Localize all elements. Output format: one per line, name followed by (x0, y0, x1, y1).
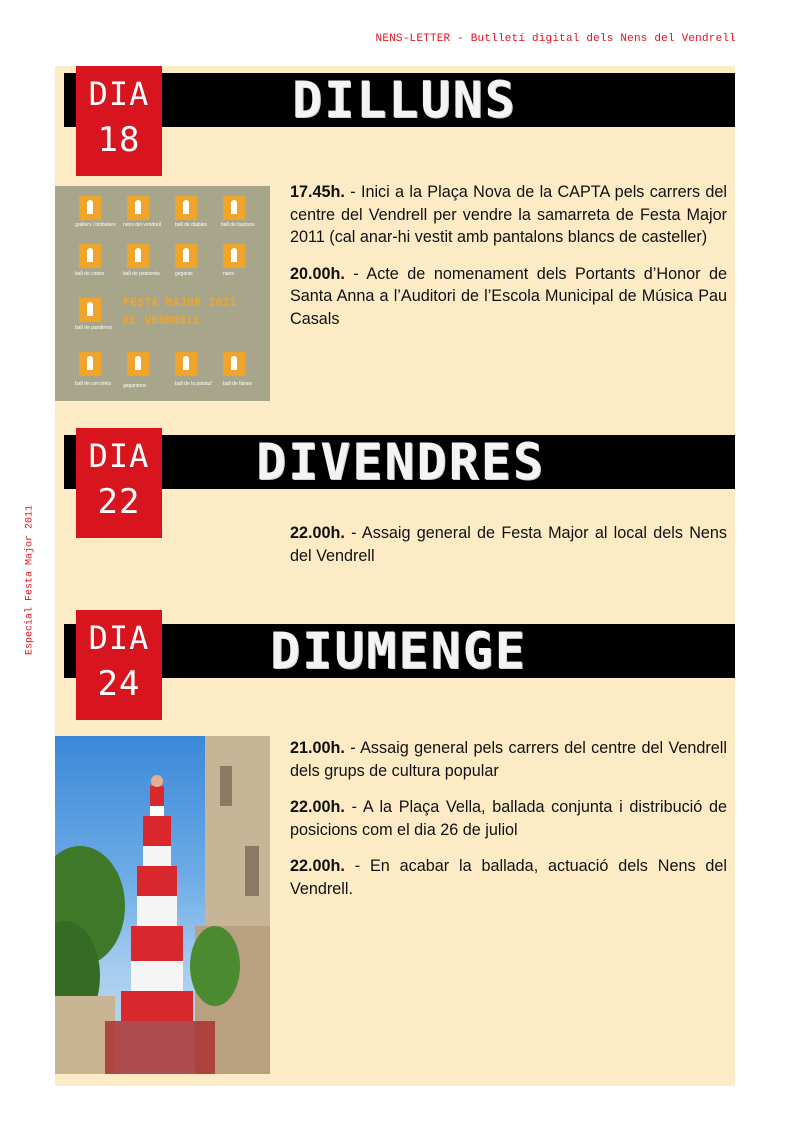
events-day-18 (290, 181, 727, 344)
event-text: - En acabar la ballada, actuació dels Nens del Vendrell. (290, 857, 727, 898)
events-day-24 (290, 737, 727, 914)
nans-icon (223, 244, 245, 268)
day-box-24 (76, 610, 162, 720)
event-time: 17.45h. (290, 183, 345, 201)
pastorets-icon (127, 244, 149, 268)
event-text: - Assaig general de Festa Major al local dels Nens del Vendrell (290, 524, 727, 565)
poster-caption: ball de bastons (221, 222, 255, 228)
event-text: - Inici a la Plaça Nova de la CAPTA pels carrers del centre del Vendrell per vendre la samarreta de Festa Major 2011 (cal anar-hi vestit amb pantalons blancs de casteller) (290, 183, 727, 246)
castell-photo (55, 736, 270, 1074)
poster-title-line1: FESTA MAJOR 2011 (123, 296, 237, 309)
day-number: 18 (97, 120, 141, 160)
patatuf-icon (175, 352, 197, 376)
event-item (290, 855, 727, 900)
poster-title (123, 294, 237, 330)
event-item (290, 263, 727, 331)
diables-icon (175, 196, 197, 220)
day-name-22: DIVENDRES (256, 433, 545, 491)
faixes-icon (223, 352, 245, 376)
poster-caption: ball de la patatuf (175, 381, 212, 387)
event-time: 22.00h. (290, 798, 345, 816)
nens-icon (127, 196, 149, 220)
day-box-22 (76, 428, 162, 538)
event-text: - A la Plaça Vella, ballada conjunta i distribució de posicions com el dia 26 de juliol (290, 798, 727, 839)
event-time: 20.00h. (290, 264, 345, 283)
day-name-18: DILLUNS (292, 71, 517, 129)
poster-title-line2: EL VENDRELL (123, 314, 202, 327)
day-label: DIA (88, 619, 150, 657)
side-label: Especial Festa Major 2011 (24, 504, 36, 656)
poster-caption: nans (223, 271, 234, 277)
poster-caption: ball de diables (175, 222, 207, 228)
event-item (290, 181, 727, 249)
event-item (290, 522, 727, 567)
cintes-icon (79, 244, 101, 268)
poster-caption: ball de cercolets (75, 381, 112, 387)
poster-caption: ball de pastorets (123, 271, 160, 277)
newsletter-header: NENS-LETTER - Butlletí digital dels Nens del Vendrell (375, 33, 736, 45)
poster-caption: ball de panderos (75, 325, 112, 331)
day-name-24: DIUMENGE (270, 622, 527, 680)
festa-major-poster (55, 186, 270, 401)
event-time: 22.00h. (290, 857, 345, 875)
day-label: DIA (88, 437, 150, 475)
panderos-icon (79, 298, 101, 322)
gegants-icon (175, 244, 197, 268)
poster-caption: grallers i timbalers (75, 222, 116, 228)
poster-caption: gegants (175, 271, 193, 277)
grallers-icon (79, 196, 101, 220)
day-label: DIA (88, 75, 150, 113)
day-number: 24 (97, 664, 141, 704)
cercolets-icon (79, 352, 101, 376)
events-day-22 (290, 522, 727, 581)
castell-illustration (55, 736, 270, 1074)
event-text: - Assaig general pels carrers del centre del Vendrell dels grups de cultura popular (290, 739, 727, 780)
event-text: - Acte de nomenament dels Portants d’Honor de Santa Anna a l’Auditori de l’Escola Municipal de Música Pau Casals (290, 264, 727, 328)
poster-caption: ball de faixes (223, 381, 253, 387)
bastons-icon (223, 196, 245, 220)
day-box-18 (76, 66, 162, 176)
poster-caption: gegantons (123, 383, 147, 389)
event-item (290, 737, 727, 782)
event-time: 22.00h. (290, 524, 345, 542)
day-number: 22 (97, 482, 141, 522)
poster-caption: nens del vendrell (123, 222, 161, 228)
event-item (290, 796, 727, 841)
gegantons-icon (127, 352, 149, 376)
event-time: 21.00h. (290, 739, 345, 757)
poster-caption: ball de cintes (75, 271, 105, 277)
